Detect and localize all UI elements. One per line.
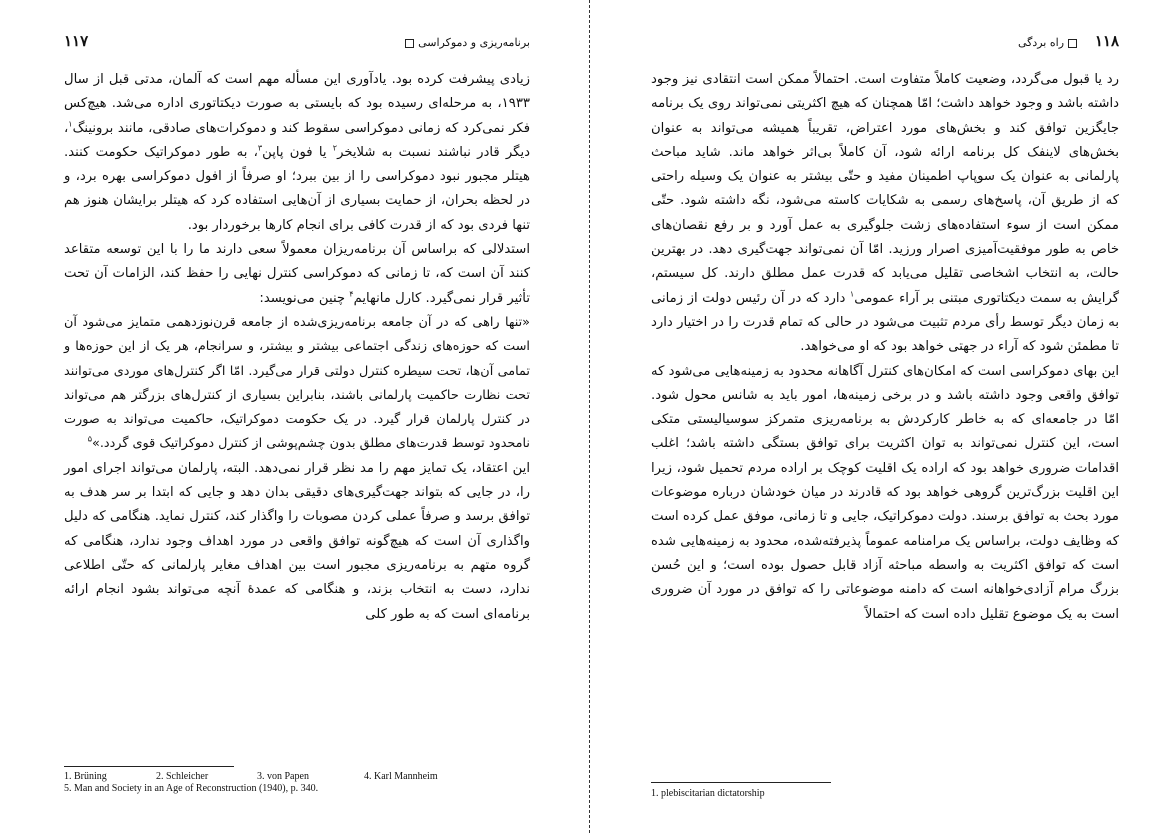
footnote-1: 1. plebiscitarian dictatorship bbox=[651, 788, 765, 799]
footnote-row bbox=[651, 788, 1119, 800]
paragraph: استدلالی که براساس آن برنامه‌ریزان معمولاً سعی دارند ما را با این توسعه متقاعد کنند آن است که، تا زمانی که دموکراسی کنترل نهایی را حفظ کند، الزامات آن تحت تأثیر قرار نمی‌گیرد. کارل مانهایم$^۴$ چنین می‌نویسد: bbox=[64, 242, 530, 306]
footnote-mark: ۱ bbox=[849, 289, 855, 299]
right-running-title-text: راه بردگی bbox=[1017, 36, 1064, 49]
right-footnotes bbox=[651, 788, 1119, 800]
left-running-title bbox=[401, 36, 530, 49]
square-bullet-icon bbox=[405, 39, 414, 48]
left-page bbox=[64, 0, 530, 833]
right-page-header bbox=[651, 32, 1119, 52]
left-running-title-text: برنامه‌ریزی و دموکراسی bbox=[418, 36, 530, 49]
left-footnotes bbox=[64, 771, 530, 795]
right-page-number: ۱۱۸ bbox=[1094, 32, 1119, 50]
paragraph: زیادی پیشرفت کرده بود. یادآوری این مسأله مهم است که آلمان، مدتی قبل از سال ۱۹۳۳، به مرحله‌ای رسیده بود که بایستی به صورت دیکتاتوری اداره می‌شد. هیچ‌کس فکر نمی‌کرد که زمانی دموکراسی سقوط کند و دموکرات‌های صادقی، مانند برونینگ$^۱$، دیگر قادر نباشند نسبت به شلایخر$^۲$ یا فون پاپن$^۳$، به طور دموکراتیک حکومت کنند. هیتلر مجبور نبود دموکراسی را از بین ببرد؛ او صرفاً از افول دموکراسی بهره برد، و در لحظه بحران، از حمایت بسیاری از آن‌هایی استفاده کرد که هیتلر برایشان هنوز هم تنها فردی بود که از قدرت کافی برای انجام کارها برخوردار بود. bbox=[64, 72, 530, 233]
footnote-4: 4. Karl Mannheim bbox=[364, 771, 438, 782]
right-running-title bbox=[1018, 36, 1081, 49]
left-page-header bbox=[64, 32, 530, 52]
paragraph: این بهای دموکراسی است که امکان‌های کنترل آگاهانه محدود به زمینه‌هایی می‌شود که توافق واقعی وجود داشته باشد و در برخی زمینه‌ها، امور باید به شانس محول شود. امّا در جامعه‌ای که به خاطر کارکردش به برنامه‌ریزی متمرکز سوسیالیستی متکی است، این کنترل نمی‌تواند به توان اکثریت برای توافق بستگی داشته باشد؛ اغلب اقدامات ضروری خواهد بود که اراده یک اقلیت کوچک بر اراده مردم تحمیل شود، زیرا این اقلیت بزرگ‌ترین گروهی خواهد بود که قادرند در میان خودشان درباره موضوعات مورد بحث به توافق برسند. دولت دموکراتیک، جایی و تا زمانی، موفق عمل کرده است که وظایف دولت، براساس یک مرامنامه عموماً پذیرفته‌شده، محدود به زمینه‌هایی شده است که توافق اکثریت به واسطه مباحثه آزاد قابل حصول بوده است؛ و این حُسن بزرگ مرام آزادی‌خواهانه است که دامنه موضوعاتی را که توافق در مورد آن ضروری است به یک موضوع تقلیل داده است که احتمالاً bbox=[651, 363, 1119, 622]
left-page-body bbox=[64, 68, 530, 627]
block-quote: «تنها راهی که در آن جامعه برنامه‌ریزی‌شده از جامعه قرن‌نوزدهمی متمایز می‌شود آن است که حوزه‌های زندگی اجتماعی بیشتر و بیشتر، و سرانجام، هر یک از این حوزه‌ها و تمامی آن‌ها، تحت سیطره کنترل دولتی قرار می‌گیرد. امّا اگر کنترل‌های موردی می‌توانند تحت نظارت حاکمیت پارلمانی باشند، بنابراین بسیاری از کنترل‌های بزرگتر هم می‌تواند در کنترل پارلمان قرار گیرد. در یک حکومت دموکراتیک، حاکمیت می‌تواند به صورت نامحدود توسط قدرت‌های مطلق بدون چشم‌پوشی از کنترل دموکراتیک قوی گردد.»$^۵$ bbox=[64, 314, 530, 452]
right-page-body bbox=[651, 68, 1119, 627]
footnote-1: 1. Brüning bbox=[64, 771, 107, 782]
footnote-5: 5. Man and Society in an Age of Reconstruction (1940), p. 340. bbox=[64, 783, 319, 794]
footnote-mark: ۵ bbox=[87, 435, 92, 445]
footnote-2: 2. Schleicher bbox=[156, 771, 209, 782]
footnote-mark: ۱ bbox=[68, 119, 73, 129]
square-bullet-icon bbox=[1068, 39, 1077, 48]
paragraph: این اعتقاد، یک تمایز مهم را مد نظر قرار نمی‌دهد. البته، پارلمان می‌تواند اجرای امور را، در جایی که بتواند جهت‌گیری‌های دقیقی بدان دهد و جایی که ابتدا بر سر هدف به توافق برسد و صرفاً عملی کردن مصوبات را واگذار کند، کنترل نماید. هنگامی که دلیل واگذاری آن است که هیچ‌گونه توافق واقعی در مورد اهداف وجود ندارد، هنگامی که گروه متهم به برنامه‌ریزی مجبور است بین اهداف مغایر پارلمانی که حتّی اطلاعی ندارد، دست به انتخاب بزند، و هنگامی که عمدهٔ آنچه می‌تواند بشود انجام ارائه برنامه‌ای است که به طور کلی bbox=[64, 460, 530, 622]
footnote-row bbox=[64, 783, 530, 795]
right-page bbox=[651, 0, 1119, 833]
footnote-row bbox=[64, 771, 530, 783]
footnote-rule bbox=[651, 782, 831, 783]
gutter-divider bbox=[589, 0, 590, 833]
left-page-number: ۱۱۷ bbox=[64, 32, 89, 50]
footnote-rule bbox=[64, 766, 234, 767]
footnote-mark: ۳ bbox=[257, 143, 263, 153]
footnote-3: 3. von Papen bbox=[257, 771, 309, 782]
footnote-mark: ۴ bbox=[349, 289, 354, 299]
footnote-mark: ۲ bbox=[332, 143, 338, 153]
paragraph: رد یا قبول می‌گردد، وضعیت کاملاً متفاوت است. احتمالاً ممکن است انتقادی نیز وجود داشته باشد و وجود خواهد داشت؛ امّا همچنان که هیچ اکثریتی نمی‌تواند روی یک برنامه جایگزین توافق کند و بخش‌های مورد اعتراض، تقریباً همیشه می‌تواند به عنوان بخش‌های لاینفک کل برنامه ارائه شود، آن کاملاً بی‌اثر خواهد ماند. شاید مباحث پارلمانی به عنوان یک سوپاپ اطمینان مفید و حتّی بیشتر به عنوان یک وسیله راحتی که از طریق آن، پاسخ‌های رسمی به شکایات کاسته می‌شود، نگه داشته شود. حتّی ممکن است از سوء استفاده‌های زشت جلوگیری به عمل آورد و بر رفع نقصان‌های خاص به طور موفقیت‌آمیزی اصرار ورزید. امّا آن نمی‌تواند جهت‌گیری دهد. در بهترین حالت، به انتخاب اشخاصی تقلیل می‌یابد که قدرت عمل مطلق دارند. کل سیستم، گرایش به سمت دیکتاتوری مبتنی بر آراء عمومی$^۱$ دارد که در آن رئیس دولت از زمانی به زمان دیگر توسط رأی مردم تثبیت می‌شود در حالی که تمام قدرت را در اختیار دارد تا مطمئن شود که آراء در جهتی خواهد بود که او می‌خواهد. bbox=[651, 72, 1119, 355]
